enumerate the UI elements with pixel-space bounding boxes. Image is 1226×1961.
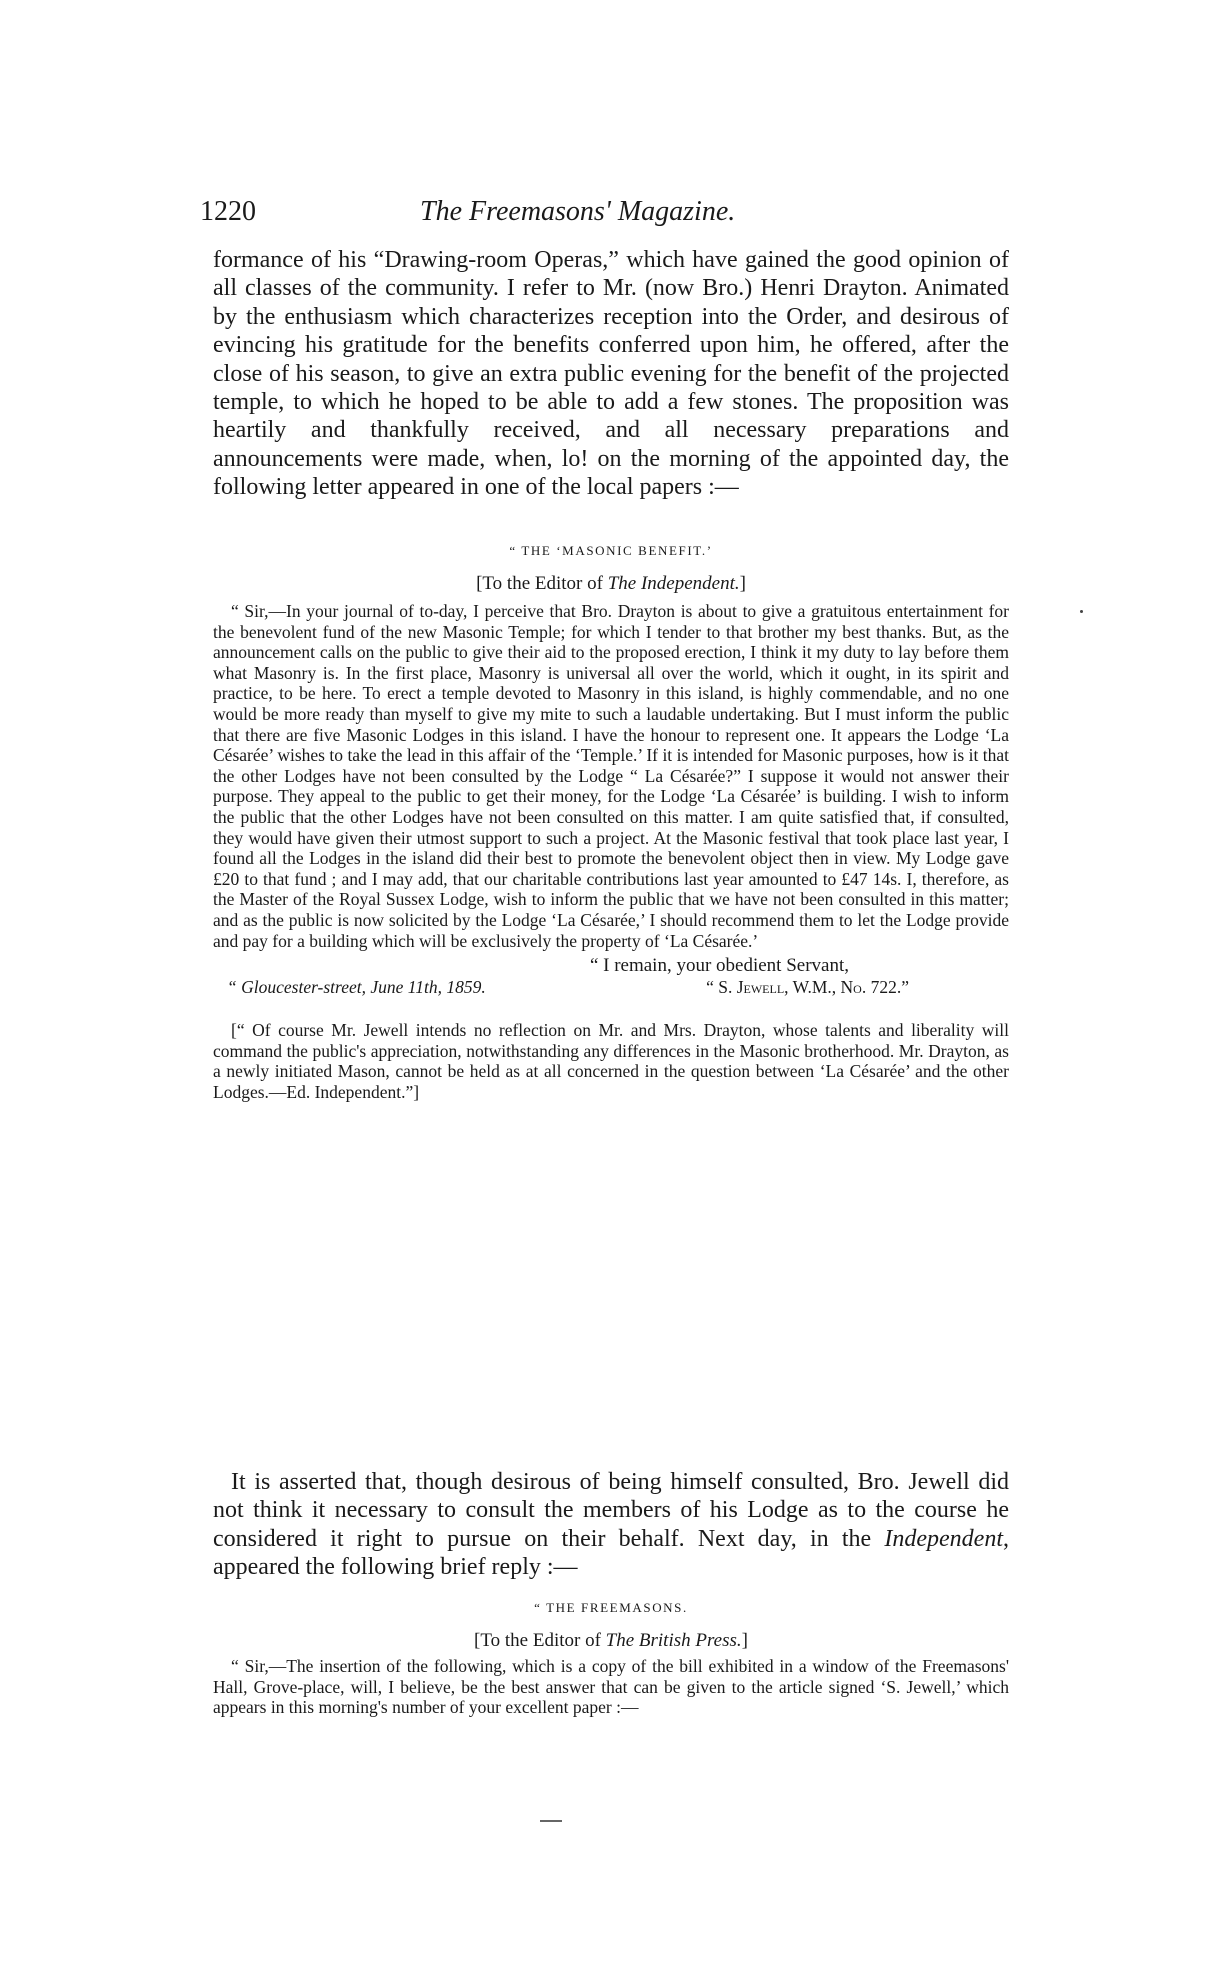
intro-block: [213, 246, 1009, 502]
margin-dot: [1080, 610, 1083, 613]
letter-1-signature: “ S. Jewell, W.M., No. 722.”: [706, 977, 909, 998]
letter-2-body: “ Sir,—The insertion of the following, which is a copy of the bill exhibited in a window of the Freemasons' Hall, Grove-place, will, I believe, be the best answer that can be given to the article signed ‘S. Jewell,’ which appears in this morning's number of your excellent paper :—: [213, 1656, 1009, 1718]
letter-2-addressee: [To the Editor of The British Press.]: [474, 1630, 748, 1651]
editor-note: [“ Of course Mr. Jewell intends no reflection on Mr. and Mrs. Drayton, whose talents and liberality will command the public's appreciation, notwithstanding any differences in the Masonic brotherhood. Mr. Drayton, as a newly initiated Mason, cannot be held as at all concerned in the question between ‘La Césarée’ and the other Lodges.—Ed. Independent.”]: [213, 1020, 1009, 1102]
letter-1-closing: “ I remain, your obedient Servant,: [589, 955, 849, 977]
letter-1-body: “ Sir,—In your journal of to-day, I perceive that Bro. Drayton is about to give a gratuitous entertainment for the benevolent fund of the new Masonic Temple; for which I tender to that brother my best thanks. But, as the announcement calls on the public to give their aid to the proposed erection, I think it my duty to lay before them what Masonry is. In the first place, Masonry is universal all over the world, which it ought, in its spirit and practice, to be here. To erect a temple devoted to Masonry in this island, is highly commendable, and no one would be more ready than myself to give my mite to such a laudable undertaking. But I must inform the public that there are five Masonic Lodges in this island. I have the honour to represent one. It appears the Lodge ‘La Césarée’ wishes to take the lead in this affair of the ‘Temple.’ If it is intended for Masonic purposes, how is it that the other Lodges have not been consulted by the Lodge “ La Césarée?” I suppose it would not answer their purpose. They appeal to the public to get their money, for the Lodge ‘La Césarée’ is building. I wish to inform the public that the other Lodges have not been consulted on this matter. I am quite satisfied that, if consulted, they would have given their utmost support to such a project. At the Masonic festival that took place last year, I found all the Lodges in the island did their best to promote the benevolent object then in view. My Lodge gave £20 to that fund ; and I may add, that our charitable contributions last year amounted to £47 14s. I, therefore, as the Master of the Royal Sussex Lodge, wish to inform the public that we have not been consulted in this matter; and as the public is now solicited by the Lodge ‘La Césarée,’ I should recommend them to let the Lodge provide and pay for a building which will be exclusively the property of ‘La Césarée.’: [213, 601, 1009, 951]
letter-freemasons: [213, 1600, 1009, 1718]
page-header: [200, 196, 1020, 236]
printer-mark: [540, 1820, 562, 1822]
letter-1-addressee: [To the Editor of The Independent.]: [476, 573, 746, 594]
middle-block: [213, 1468, 1009, 1582]
middle-paragraph: It is asserted that, though desirous of being himself consulted, Bro. Jewell did not think it necessary to consult the members of his Lodge as to the course he considered it right to pursue on their behalf. Next day, in the Independent, appeared the following brief reply :—: [213, 1469, 1009, 1581]
letter-1-heading: “ THE ‘MASONIC BENEFIT.’: [509, 543, 713, 558]
page-number: 1220: [200, 196, 256, 227]
letter-1-signature-line: [213, 977, 1009, 998]
intro-paragraph: formance of his “Drawing-room Operas,” which have gained the good opinion of all classes of the community. I refer to Mr. (now Bro.) Henri Drayton. Animated by the enthusiasm which characterizes reception into the Order, and desirous of evincing his gratitude for the benefits conferred upon him, he offered, after the close of his season, to give an extra public evening for the benefit of the projected temple, to which he hoped to be able to add a few stones. The proposition was heartily and thankfully received, and all necessary preparations and announcements were made, when, lo! on the morning of the appointed day, the following letter appeared in one of the local papers :—: [213, 247, 1009, 501]
letter-2-heading: “ THE FREEMASONS.: [534, 1600, 688, 1615]
letter-1-address: “ Gloucester-street, June 11th, 1859.: [227, 977, 486, 998]
running-title: The Freemasons' Magazine.: [420, 196, 736, 227]
letter-masonic-benefit: [213, 543, 1009, 1102]
